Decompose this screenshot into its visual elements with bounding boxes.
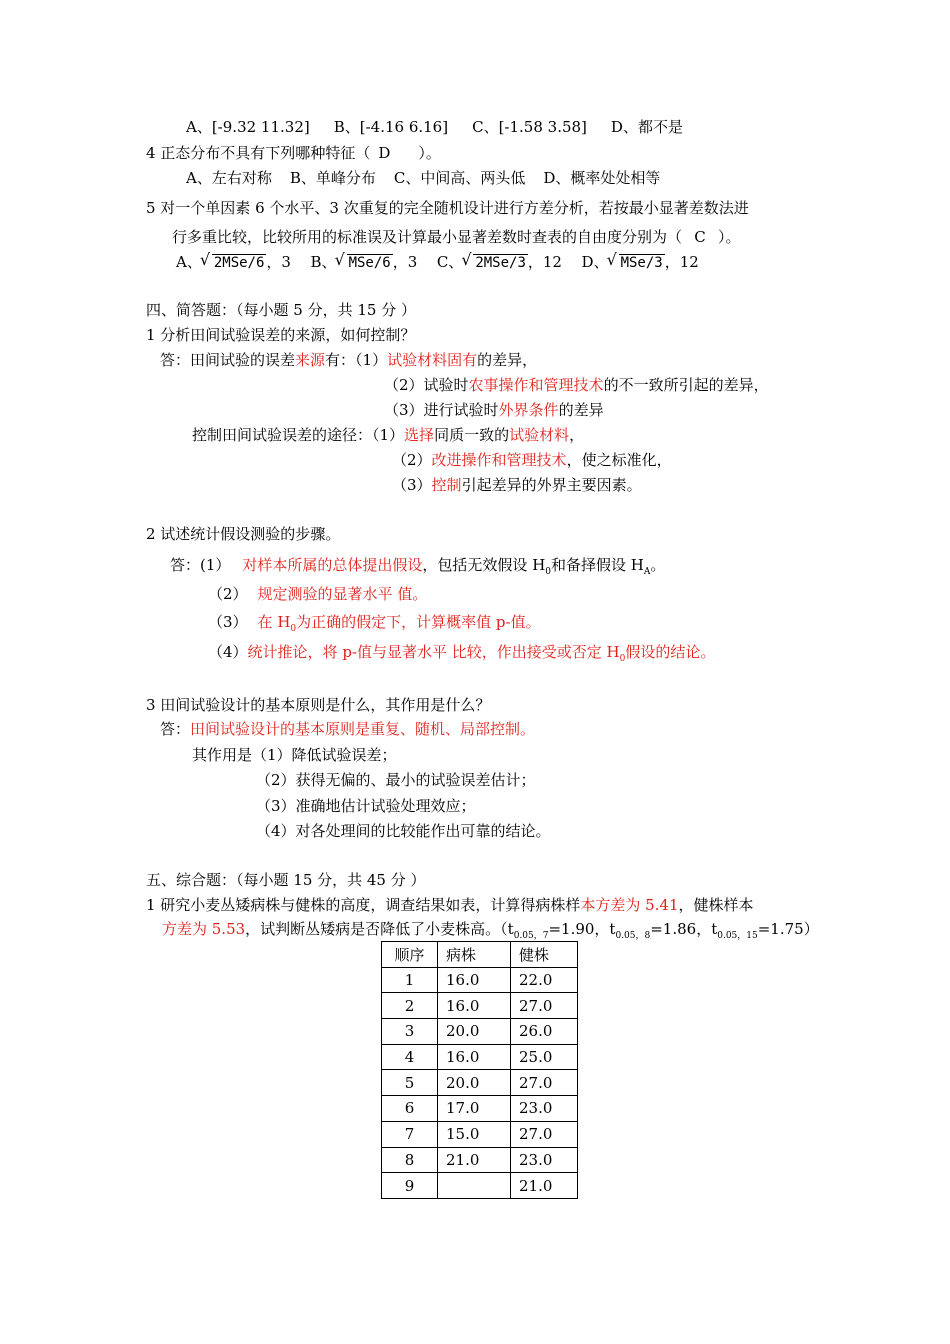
q3-option-d: D、都不是 <box>610 118 683 136</box>
table-row <box>382 1173 578 1199</box>
s4q3-answer <box>160 719 535 739</box>
table-row <box>382 967 578 993</box>
table-row <box>382 1147 578 1173</box>
q4-stem-text: 4 正态分布不具有下列哪种特征（ <box>146 144 371 162</box>
s5q1-line1 <box>146 895 754 915</box>
table-cell: 23.0 <box>511 1147 578 1173</box>
sqrt-icon <box>609 253 665 274</box>
q4-option-a: A、左右对称 <box>186 169 272 187</box>
s4q1-control-1 <box>192 425 584 445</box>
text: （3） <box>208 613 248 631</box>
text: 引起差异的外界主要因素。 <box>461 476 642 494</box>
q3-option-c: C、[-1.58 3.58] <box>472 118 587 136</box>
text: （2） <box>208 585 248 603</box>
q5-option-c-label: C、 <box>436 253 464 271</box>
q4-stem <box>146 143 441 163</box>
q5-option-a-label: A、 <box>176 253 202 271</box>
q5-option-b-label: B、 <box>310 253 337 271</box>
text: 的差异 <box>558 401 604 419</box>
text: 控制田间试验误差的途径：（1） <box>192 426 405 444</box>
subscript: 0 <box>290 624 297 634</box>
table-row <box>382 1070 578 1096</box>
text: =1.75） <box>757 920 819 938</box>
q4-answer: D <box>378 144 391 162</box>
subscript: 0.05，7 <box>513 931 549 941</box>
q3-option-a: A、[-9.32 11.32] <box>186 118 310 136</box>
text-red: 本方差为 5.41 <box>580 896 679 914</box>
q5-option-d-df: ，12 <box>664 253 699 271</box>
table-cell: 8 <box>382 1147 438 1173</box>
text: 答：田间试验的误差 <box>160 351 296 369</box>
text-red: 外界条件 <box>498 401 559 419</box>
subscript: 0 <box>619 654 626 664</box>
text: 有：（1） <box>325 351 388 369</box>
text-red: 来源 <box>295 351 326 369</box>
q5-line2-end: ）。 <box>718 228 741 246</box>
sqrt-icon <box>463 253 528 274</box>
q5-option-c-radicand: 2MSe/3 <box>475 255 526 271</box>
s4q3-effect-4: （4）对各处理间的比较能作出可靠的结论。 <box>256 822 551 840</box>
q5-option-d-radicand: MSe/3 <box>620 255 663 271</box>
text: ，健株样本 <box>678 896 754 914</box>
s4q3-effect-1: 其作用是（1）降低试验误差； <box>192 746 397 764</box>
q3-options <box>186 117 683 137</box>
table-cell <box>438 1173 511 1199</box>
q5-option-b-radicand: MSe/6 <box>348 255 391 271</box>
table-row <box>382 993 578 1019</box>
text-red: 为正确的假定下，计算概率值 p-值。 <box>296 613 541 631</box>
text: =1.90，t <box>548 920 616 938</box>
s4q2-question: 2 试述统计假设测验的步骤。 <box>146 525 341 543</box>
table-row <box>382 1044 578 1070</box>
q4-end: ）。 <box>418 144 441 162</box>
s4q1-question: 1 分析田间试验误差的来源，如何控制？ <box>146 326 416 344</box>
table-header-row <box>382 942 578 968</box>
text-red: 在 H <box>257 613 291 631</box>
q4-option-c: C、中间高、两头低 <box>393 169 526 187</box>
q5-option-c-df: ，12 <box>527 253 562 271</box>
q4-options <box>186 168 660 188</box>
table-cell: 17.0 <box>438 1096 511 1122</box>
text: 答： <box>160 720 191 738</box>
text: （3）进行试验时 <box>384 401 499 419</box>
text: 答：(1） <box>170 556 231 574</box>
section5-title: 五、综合题：（每小题 15 分，共 45 分 ） <box>146 871 426 889</box>
text-red: 对样本所属的总体提出假设 <box>242 556 423 574</box>
table-cell: 16.0 <box>438 993 511 1019</box>
table-cell: 9 <box>382 1173 438 1199</box>
text-red: 方差为 5.53 <box>162 920 246 938</box>
text: ，包括无效假设 H <box>422 556 546 574</box>
q5-line2 <box>172 227 741 247</box>
text: （3） <box>392 476 432 494</box>
s4q2-step-4 <box>208 642 715 669</box>
text-red: 控制 <box>431 476 462 494</box>
text-red: 农事操作和管理技术 <box>468 376 604 394</box>
table-cell: 2 <box>382 993 438 1019</box>
s4q1-answer-2 <box>384 375 769 395</box>
s4q3-effect-3: （3）准确地估计试验处理效应； <box>256 797 476 815</box>
q5-option-b-df: ，3 <box>392 253 418 271</box>
q3-option-b: B、[-4.16 6.16] <box>333 118 449 136</box>
text-red: 统计推论，将 p-值与显著水平 比较，作出接受或否定 H <box>247 643 620 661</box>
table-cell: 21.0 <box>438 1147 511 1173</box>
s4q1-answer-3 <box>384 400 604 420</box>
table-header: 病株 <box>438 942 511 968</box>
table-cell: 3 <box>382 1019 438 1045</box>
table-row <box>382 1096 578 1122</box>
table-cell: 26.0 <box>511 1019 578 1045</box>
text: ，使之标准化， <box>566 451 672 469</box>
text: ， <box>569 426 585 444</box>
text: 。 <box>650 556 666 574</box>
table-row <box>382 1121 578 1147</box>
table-cell: 4 <box>382 1044 438 1070</box>
text: 1 研究小麦丛矮病株与健株的高度，调查结果如表，计算得病株样 <box>146 896 581 914</box>
sqrt-icon <box>202 253 267 274</box>
text-red: 假设的结论。 <box>625 643 716 661</box>
text: 的差异， <box>477 351 538 369</box>
text-red: 规定测验的显著水平 值。 <box>257 585 428 603</box>
table-header: 健株 <box>511 942 578 968</box>
q5-option-a-df: ，3 <box>266 253 291 271</box>
s4q1-answer-1 <box>160 350 537 370</box>
sqrt-icon <box>337 253 393 274</box>
text: =1.86，t <box>650 920 718 938</box>
table-cell: 25.0 <box>511 1044 578 1070</box>
q5-answer: C <box>694 228 706 246</box>
s4q2-step-1 <box>170 555 665 582</box>
text: 和备择假设 H <box>551 556 644 574</box>
table-cell: 23.0 <box>511 1096 578 1122</box>
table-cell: 27.0 <box>511 993 578 1019</box>
s4q2-step-3 <box>208 612 541 639</box>
text-red: 试验材料 <box>509 426 570 444</box>
table-cell: 1 <box>382 967 438 993</box>
subscript: 0.05，8 <box>615 931 651 941</box>
s4q1-control-3 <box>392 475 642 495</box>
table-header: 顺序 <box>382 942 438 968</box>
q5-option-d-label: D、 <box>581 253 609 271</box>
s4q1-control-2 <box>392 450 672 470</box>
table-cell: 27.0 <box>511 1070 578 1096</box>
height-table <box>381 941 578 1199</box>
table-cell: 16.0 <box>438 967 511 993</box>
s4q2-step-2 <box>208 584 427 604</box>
table-cell: 7 <box>382 1121 438 1147</box>
table-cell: 20.0 <box>438 1019 511 1045</box>
q5-line1: 5 对一个单因素 6 个水平、3 次重复的完全随机设计进行方差分析，若按最小显著差数法进 <box>146 199 749 217</box>
text: 同质一致的 <box>434 426 510 444</box>
text: （2） <box>392 451 432 469</box>
table-row <box>382 1019 578 1045</box>
table-cell: 20.0 <box>438 1070 511 1096</box>
text-red: 改进操作和管理技术 <box>431 451 567 469</box>
text: （2）试验时 <box>384 376 469 394</box>
q4-option-b: B、单峰分布 <box>289 169 376 187</box>
text-red: 田间试验设计的基本原则是重复、随机、局部控制。 <box>190 720 536 738</box>
q5-options <box>176 252 699 274</box>
subscript: 0.05，15 <box>717 931 758 941</box>
table-cell: 27.0 <box>511 1121 578 1147</box>
table-cell: 22.0 <box>511 967 578 993</box>
subscript: A <box>643 567 651 577</box>
table-cell: 21.0 <box>511 1173 578 1199</box>
text: ，试判断丛矮病是否降低了小麦株高。（t <box>245 920 514 938</box>
text: 的不一致所引起的差异， <box>603 376 769 394</box>
subscript: 0 <box>545 567 552 577</box>
table-cell: 5 <box>382 1070 438 1096</box>
q4-option-d: D、概率处处相等 <box>543 169 661 187</box>
q5-option-a-radicand: 2MSe/6 <box>213 255 265 271</box>
s4q3-question: 3 田间试验设计的基本原则是什么，其作用是什么？ <box>146 696 491 714</box>
text: （4） <box>208 643 248 661</box>
text-red: 选择 <box>404 426 435 444</box>
q5-line2-text: 行多重比较，比较所用的标准误及计算最小显著差数时查表的自由度分别为（ <box>172 228 683 246</box>
table-cell: 15.0 <box>438 1121 511 1147</box>
table-cell: 6 <box>382 1096 438 1122</box>
section4-title: 四、简答题：（每小题 5 分，共 15 分 ） <box>146 301 416 319</box>
text-red: 试验材料固有 <box>387 351 478 369</box>
s4q3-effect-2: （2）获得无偏的、最小的试验误差估计； <box>256 771 536 789</box>
table-cell: 16.0 <box>438 1044 511 1070</box>
